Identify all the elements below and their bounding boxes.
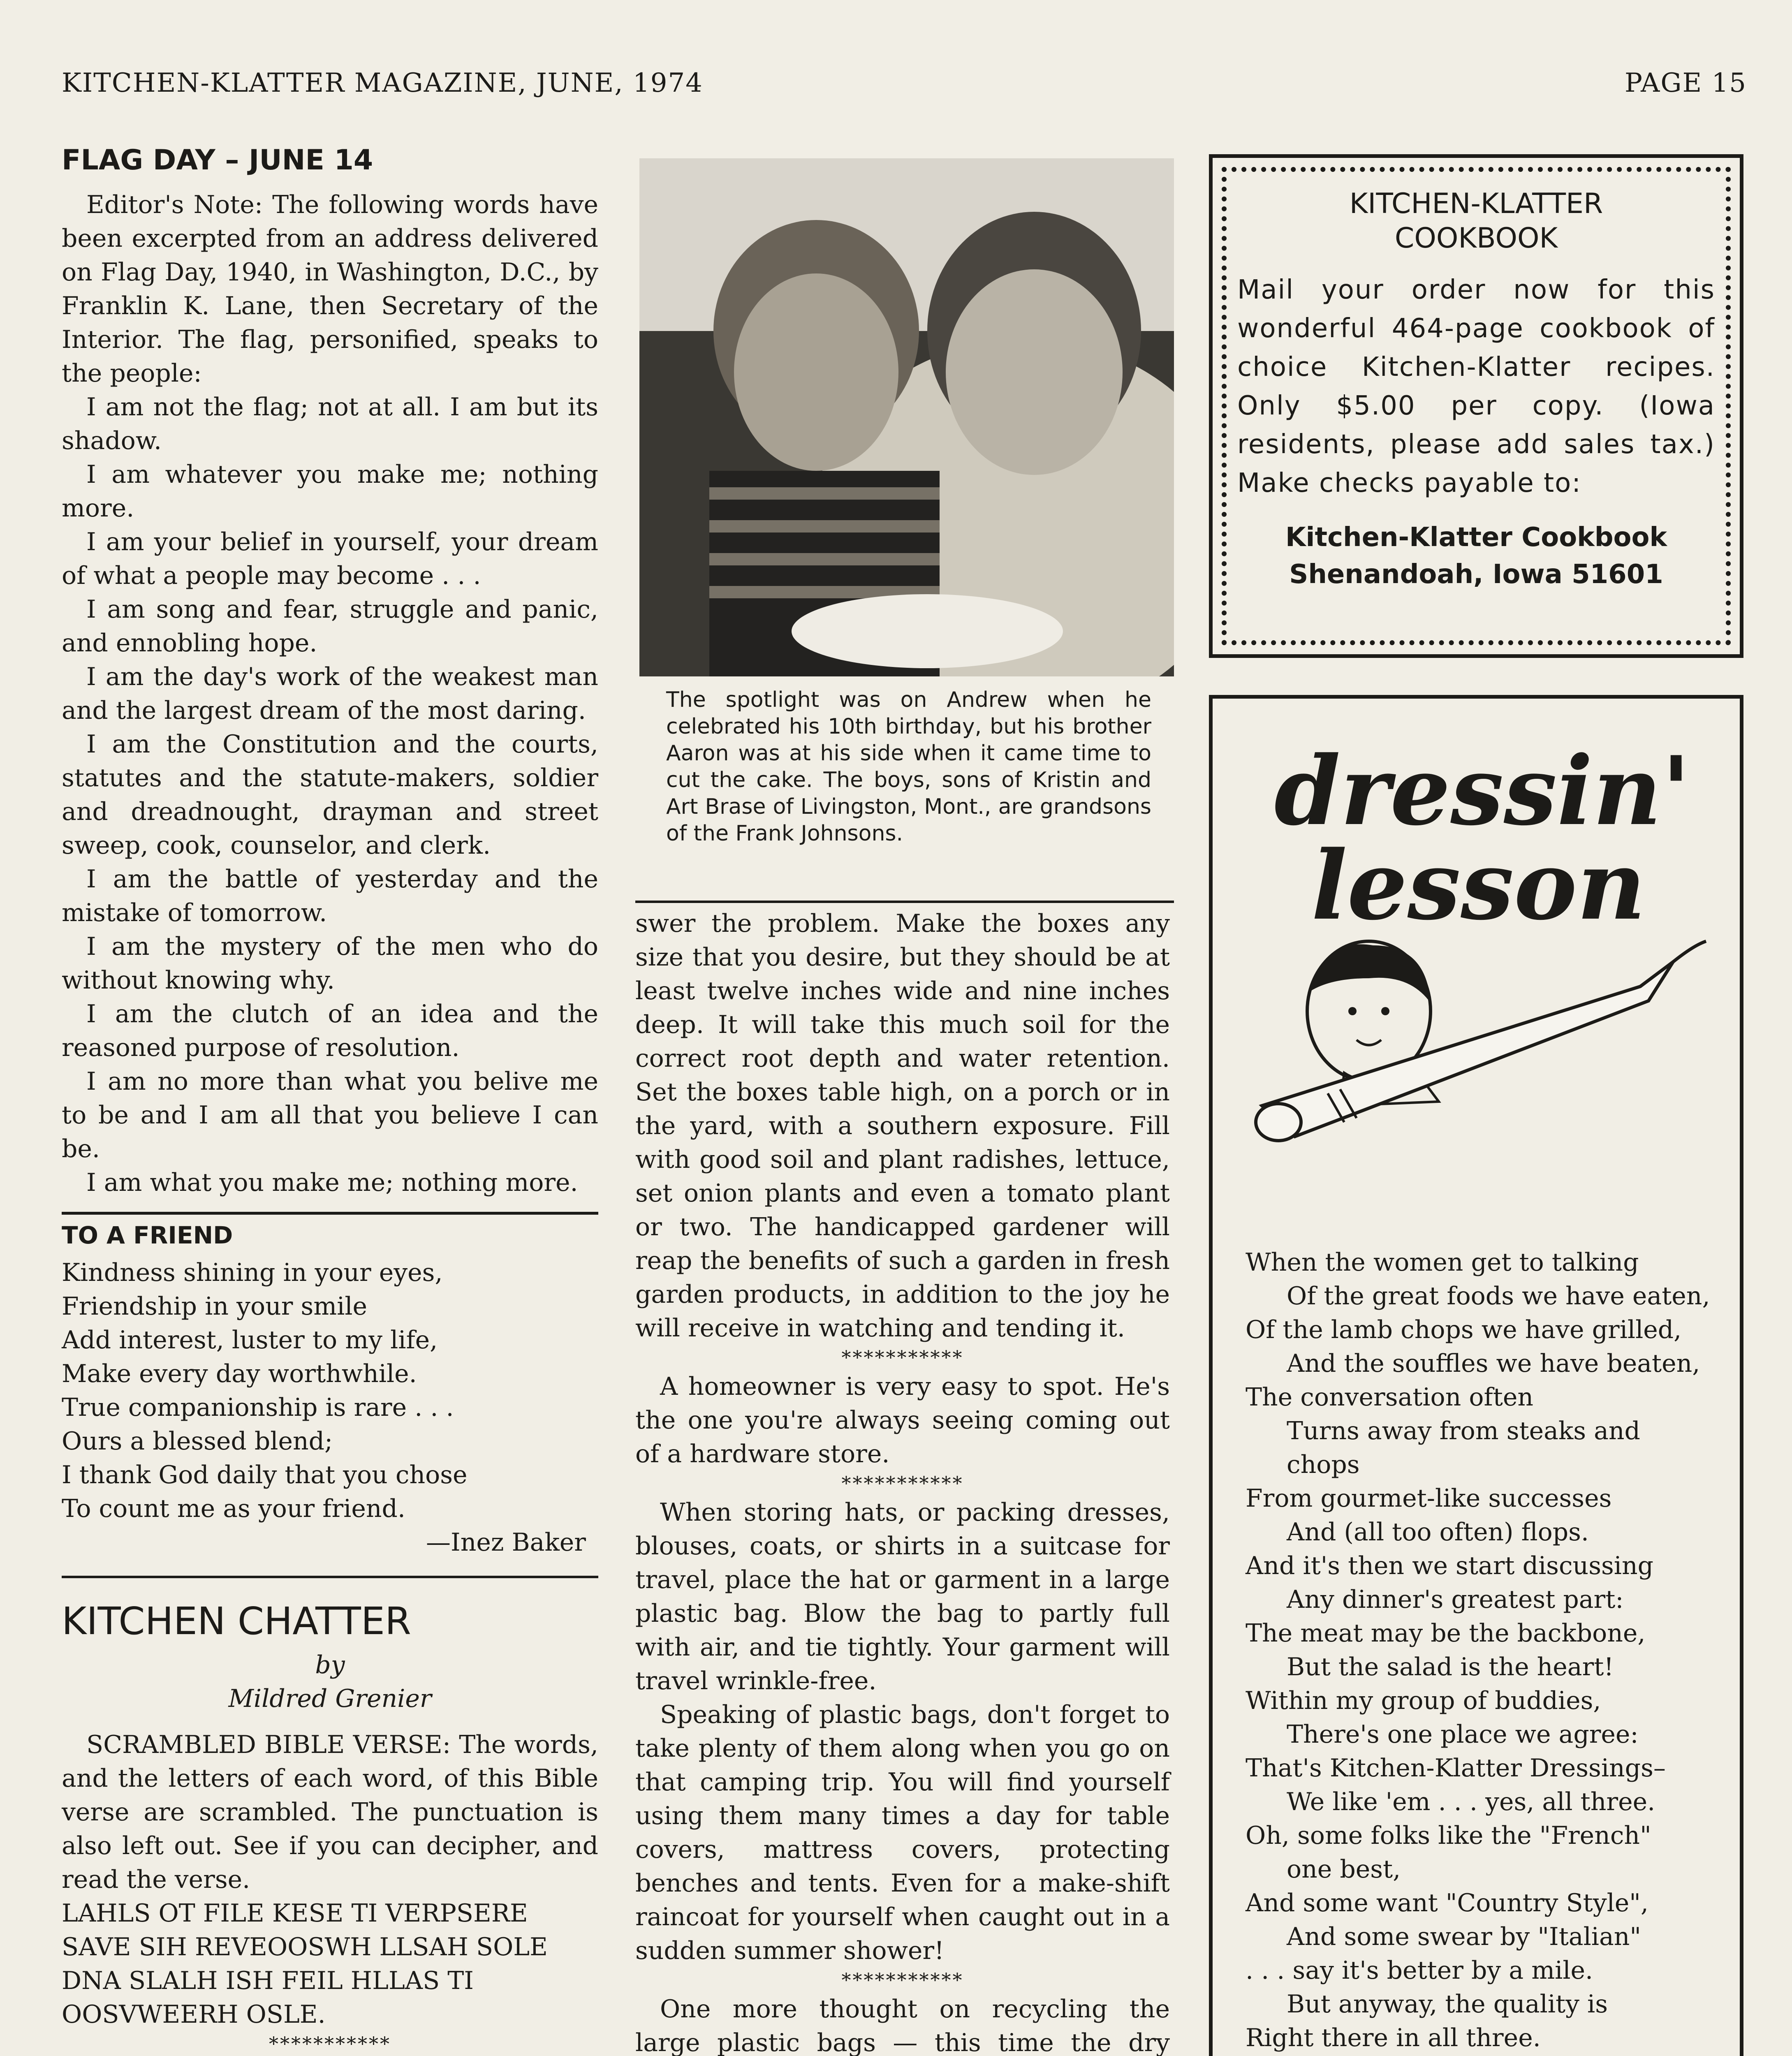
separator-stars: *********** (841, 1346, 964, 1368)
dressing-poem-line: The meat may be the backbone, (1246, 1619, 1646, 1648)
flag-day-paragraph: I am no more than what you belive me to be and I am all that you believe I can be. (62, 1067, 598, 1163)
page-number: PAGE 15 (1624, 68, 1747, 98)
flag-day-paragraph: I am the day's work of the weakest man and the largest dream of the most daring. (62, 662, 598, 725)
chatter-paragraph: SCRAMBLED BIBLE VERSE: The words, and the letters of each word, of this Bible verse are scrambled. The punctuation is also left out. See if you can decipher, and read the verse. (62, 1730, 598, 1894)
dressing-poem-line: That's Kitchen-Klatter Dressings– (1246, 1754, 1666, 1783)
flag-day-intro: Editor's Note: The following words have been excerpted from an address delivered on Flag Day, 1940, in Washington, D.C., by Franklin K. Lane, then Secretary of the Interior. The flag, personified, speaks to the people: (62, 190, 598, 388)
separator-stars: *********** (841, 1969, 964, 1991)
dressing-poem-line: There's one place we agree: (1287, 1720, 1639, 1749)
flag-day-paragraph: I am the clutch of an idea and the reasoned purpose of resolution. (62, 1000, 598, 1062)
flag-day-body (62, 390, 598, 1199)
divider (635, 901, 1174, 903)
dressing-poem-line: The conversation often (1246, 1383, 1533, 1412)
chatter-paragraph: A homeowner is very easy to spot. He's the one you're always seeing coming out of a hardware store. (635, 1372, 1170, 1468)
salad-dressing-ad (1209, 695, 1743, 2056)
poem-body (62, 1256, 598, 1526)
cookbook-ad (1209, 154, 1743, 658)
dressing-poem-line: We like 'em . . . yes, all three. (1287, 1787, 1655, 1816)
dressing-poem-line: Turns away from steaks and chops (1287, 1417, 1640, 1479)
dressing-poem-line: Of the lamb chops we have grilled, (1246, 1315, 1682, 1344)
headline-lesson: lesson (1311, 830, 1646, 941)
flag-day-paragraph: I am song and fear, struggle and panic, and ennobling hope. (62, 595, 598, 658)
poem-line: I thank God daily that you chose (62, 1461, 468, 1489)
dressing-poem-line: When the women get to talking (1246, 1248, 1639, 1277)
cookbook-title: KITCHEN-KLATTER (1349, 188, 1603, 220)
dressing-poem-line: From gourmet-like successes (1246, 1484, 1612, 1513)
poem-line: To count me as your friend. (62, 1494, 405, 1523)
flag-day-paragraph: I am the battle of yesterday and the mistake of tomorrow. (62, 865, 598, 927)
left-column (62, 142, 598, 2056)
dressing-poem-line: And it's then we start discussing (1246, 1551, 1654, 1580)
separator-stars: *********** (269, 2033, 391, 2055)
cookbook-ad-content (1237, 187, 1715, 625)
flag-day-paragraph: I am the Constitution and the courts, statutes and the statute-makers, soldier and dreadnought, drayman and street sweep, cook, counselor, and clerk. (62, 730, 598, 860)
flag-day-paragraph: I am not the flag; not at all. I am but its shadow. (62, 393, 598, 455)
photo-caption: The spotlight was on Andrew when he celebrated his 10th birthday, but his brother Aaron was at his side when it came time to cut the cake. The boys, sons of Kristin and Art Brase of Livingston, Mont., are grandsons of the Frank Johnsons. (666, 688, 1151, 846)
cookbook-address: Kitchen-Klatter Cookbook (1285, 522, 1667, 553)
cookbook-city: Shenandoah, Iowa 51601 (1289, 559, 1663, 590)
divider (62, 1576, 598, 1578)
chatter-paragraph: Speaking of plastic bags, don't forget to take plenty of them along when you go on that camping trip. You will find yourself using them many times a day for table covers, mattress covers, protecting benches and tents. Even for a make-shift raincoat for yourself when caught out in a sudden summer shower! (635, 1700, 1170, 1965)
dressing-poem-line: Within my group of buddies, (1246, 1686, 1601, 1715)
dressing-poem-line: And some want "Country Style", (1246, 1889, 1648, 1917)
poem-author: —Inez Baker (426, 1528, 586, 1557)
masthead: KITCHEN-KLATTER MAGAZINE, JUNE, 1974 (62, 68, 703, 98)
chatter-author: Mildred Grenier (228, 1684, 432, 1713)
dressing-poem-line: . . . say it's better by a mile. (1246, 1956, 1593, 1985)
dressing-poem-line: And the souffles we have beaten, (1287, 1349, 1700, 1378)
dressing-poem-line: And (all too often) flops. (1287, 1518, 1589, 1547)
chatter-paragraph: swer the problem. Make the boxes any size that you desire, but they should be at least twelve inches wide and nine inches deep. It will take this much soil for the correct root depth and water retention. Set the boxes table high, on a porch or in the yard, with a southern exposure. Fill with good soil and plant radishes, lettuce, set onion plants and even a tomato plant or two. The handicapped gardener will reap the benefits of such a garden in fresh garden products, in addition to the joy he will receive in watching and tending it. (635, 909, 1170, 1343)
dressing-poem-line: Any dinner's greatest part: (1287, 1585, 1624, 1614)
poem-line: True companionship is rare . . . (62, 1393, 454, 1422)
headline-dressin: dressin' (1274, 736, 1691, 847)
dressing-poem (1246, 1246, 1718, 2056)
flag-day-paragraph: I am what you make me; nothing more. (86, 1168, 578, 1197)
flag-day-paragraph: I am whatever you make me; nothing more. (62, 460, 598, 523)
dressing-poem-line: one best, (1287, 1855, 1401, 1884)
separator-stars: *********** (841, 1472, 964, 1494)
flag-day-paragraph: I am the mystery of the men who do without knowing why. (62, 932, 598, 995)
woman-with-pencil-illustration (1233, 929, 1718, 1143)
flag-day-paragraph: I am your belief in yourself, your dream of what a people may become . . . (62, 528, 598, 590)
dressing-poem-line: Of the great foods we have eaten, (1287, 1282, 1710, 1310)
poem-line: Ours a blessed blend; (62, 1427, 333, 1456)
cookbook-body: Mail your order now for this wonderful 464-page cookbook of choice Kitchen-Klatter recipes. Only $5.00 per copy. (Iowa residents, please add sales tax.) Make checks payable to: (1237, 275, 1715, 498)
poem-title: TO A FRIEND (62, 1221, 233, 1249)
dressing-poem-line: But anyway, the quality is (1287, 1990, 1608, 2019)
dressing-poem-line: But the salad is the heart! (1287, 1653, 1614, 1681)
photo-image (639, 158, 1174, 676)
dressing-poem-line: And some swear by "Italian" (1287, 1922, 1641, 1951)
scrambled-verse: LAHLS OT FILE KESE TI VERPSERE SAVE SIH REVEOOSWH LLSAH SOLE DNA SLALH ISH FEIL HLLAS TI OOSVWEERH OSLE. (62, 1899, 548, 2029)
poem-line: Make every day worthwhile. (62, 1359, 417, 1388)
poem-line: Add interest, luster to my life, (62, 1326, 438, 1354)
chatter-paragraph: When storing hats, or packing dresses, blouses, coats, or shirts in a suitcase for travel, place the hat or garment in a large plastic bag. Blow the bag to partly full with air, and tie tightly. Your garment will travel wrinkle-free. (635, 1498, 1170, 1695)
flag-day-title: FLAG DAY – JUNE 14 (62, 144, 373, 176)
middle-column (635, 907, 1170, 2056)
poem-line: Kindness shining in your eyes, (62, 1258, 443, 1287)
dressing-poem-line: Oh, some folks like the "French" (1246, 1821, 1651, 1850)
birthday-photo (639, 158, 1174, 676)
poem-line: Friendship in your smile (62, 1292, 368, 1321)
dressing-poem-line: Right there in all three. (1246, 2024, 1541, 2052)
chatter-paragraph: One more thought on recycling the large plastic bags — this time the dry (635, 1995, 1170, 2056)
divider (62, 1212, 598, 1215)
chatter-title: KITCHEN CHATTER (62, 1599, 411, 1643)
cookbook-subtitle: COOKBOOK (1394, 222, 1558, 255)
chatter-by: by (315, 1651, 345, 1679)
